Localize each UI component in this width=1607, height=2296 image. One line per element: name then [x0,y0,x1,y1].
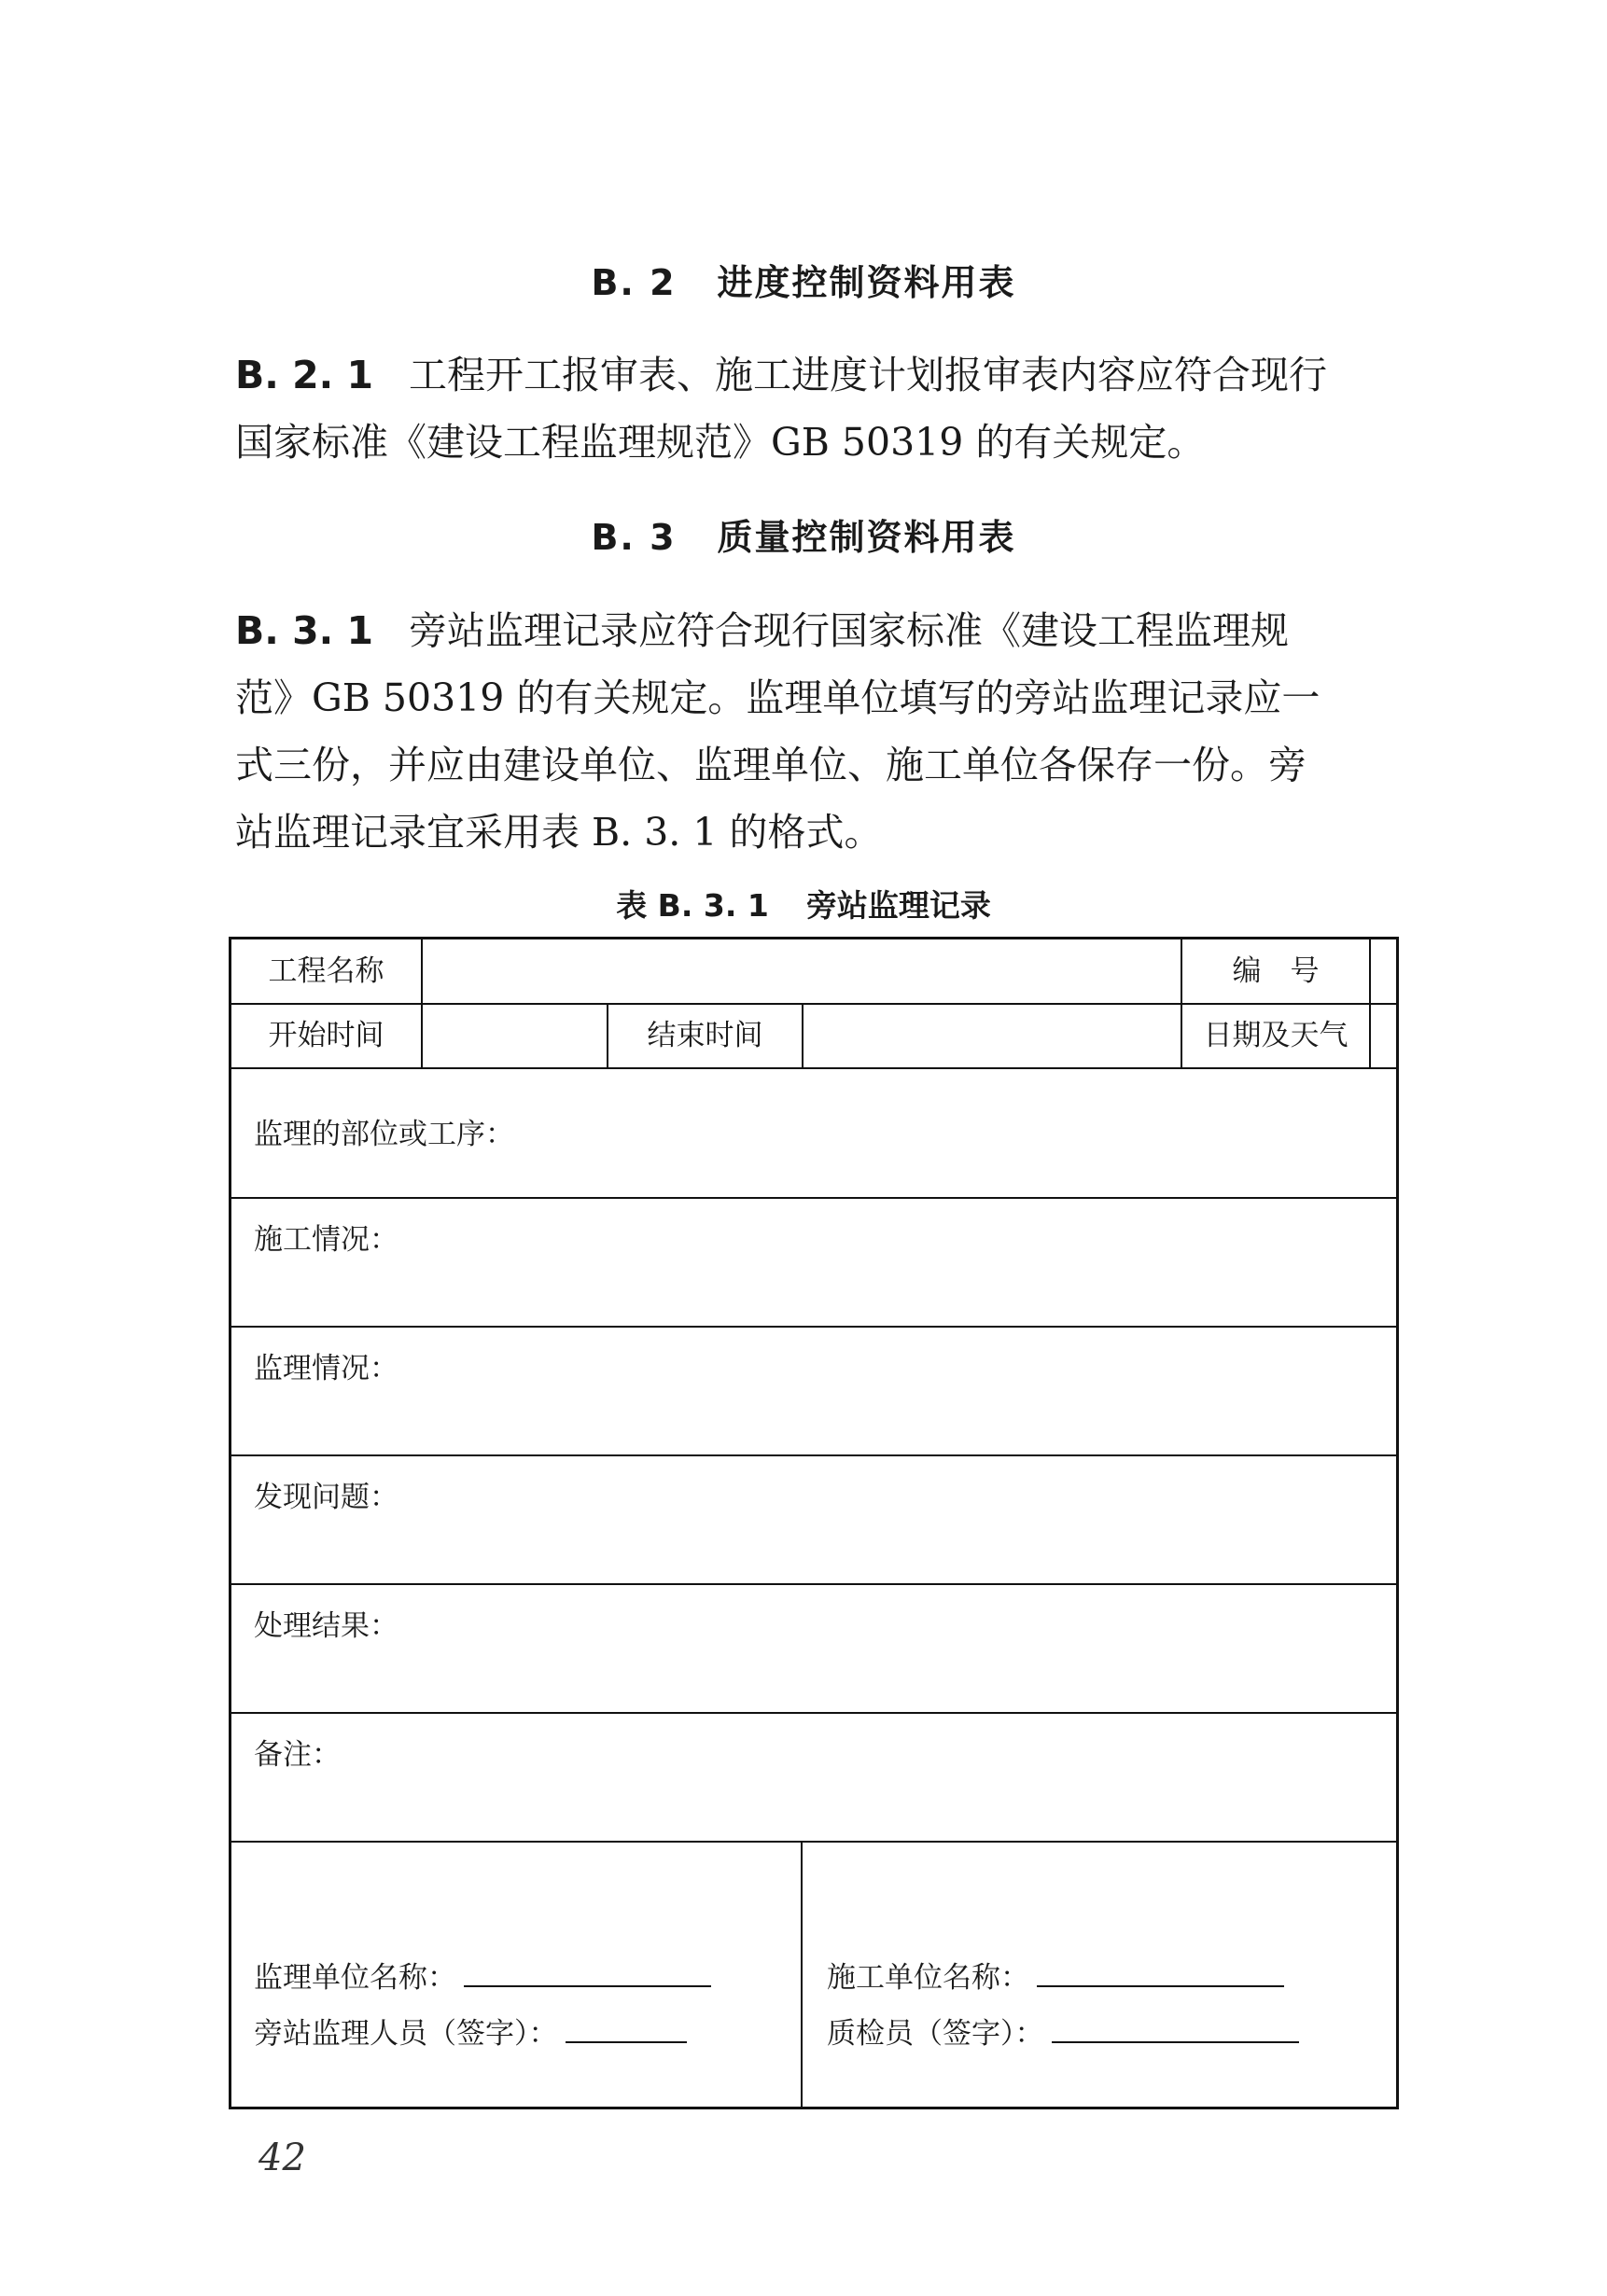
grid-line [231,1326,1396,1328]
section-title: 质量控制资料用表 [717,517,1016,558]
end-time-label: 结束时间 [647,1019,763,1052]
supervision-status-label: 监理情况： [254,1352,398,1385]
section-title: 进度控制资料用表 [717,262,1016,303]
page-number: 42 [259,2136,306,2179]
date-weather-field[interactable] [1371,1005,1396,1067]
problems-found-label: 发现问题： [254,1481,398,1514]
section-heading-b3 [0,508,1607,560]
clause-text: 旁站监理记录应符合现行国家标准《建设工程监理规 [409,608,1290,653]
clause-number: B. 2. 1 [235,353,374,397]
clause-line [235,341,1397,409]
quality-inspector-label: 质检员（签字）： [827,2017,1044,2051]
handling-result-label: 处理结果： [254,1609,398,1643]
grid-line [801,1841,803,2107]
clause-line: 式三份，并应由建设单位、监理单位、施工单位各保存一份。旁 [235,743,1307,787]
serial-no-field[interactable] [1371,939,1396,1003]
construction-status-label: 施工情况： [254,1223,398,1257]
section-heading-b2 [0,254,1607,305]
date-weather-label: 日期及天气 [1203,1019,1348,1052]
grid-line [231,1454,1396,1456]
table-caption [0,882,1607,925]
side-station-record-form [229,937,1399,2109]
construction-unit-name-label: 施工单位名称： [827,1961,1029,1995]
supervision-unit-name-label: 监理单位名称： [254,1961,456,1995]
side-station-supervisor-label: 旁站监理人员（签字）： [254,2017,558,2051]
grid-line [231,1197,1396,1199]
grid-line [231,1712,1396,1714]
clause-line: 站监理记录宜采用表 B. 3. 1 的格式。 [235,810,883,855]
section-number: B. 3 [591,517,677,558]
grid-line [231,1841,1396,1843]
grid-line [231,1583,1396,1585]
project-name-label: 工程名称 [268,954,384,988]
clause-number: B. 3. 1 [235,608,374,653]
grid-line [231,1067,1396,1069]
clause-b31 [235,597,1397,866]
clause-text: 工程开工报审表、施工进度计划报审表内容应符合现行 [409,353,1328,397]
clause-line: 范》GB 50319 的有关规定。监理单位填写的旁站监理记录应一 [235,675,1321,720]
supervision-unit-name-line [254,1954,711,1996]
side-station-supervisor-signature-field[interactable] [566,2040,687,2043]
clause-line: 国家标准《建设工程监理规范》GB 50319 的有关规定。 [235,420,1206,465]
table-title: 旁站监理记录 [805,887,991,924]
end-time-field[interactable] [804,1005,1181,1067]
table-number: 表 B. 3. 1 [616,887,769,924]
remarks-label: 备注： [254,1738,341,1772]
clause-b21 [235,341,1397,476]
project-name-field[interactable] [423,939,1181,1003]
quality-inspector-signature-field[interactable] [1052,2040,1299,2043]
supervision-unit-name-field[interactable] [464,1984,711,1987]
part-or-process-label: 监理的部位或工序： [254,1118,514,1151]
serial-no-label: 编 号 [1232,954,1320,988]
side-station-supervisor-line [254,2010,687,2052]
section-number: B. 2 [591,262,677,303]
construction-unit-name-line [827,1954,1284,1996]
start-time-label: 开始时间 [268,1019,384,1052]
quality-inspector-line [827,2010,1299,2052]
clause-line [235,597,1397,664]
start-time-field[interactable] [423,1005,607,1067]
construction-unit-name-field[interactable] [1037,1984,1284,1987]
